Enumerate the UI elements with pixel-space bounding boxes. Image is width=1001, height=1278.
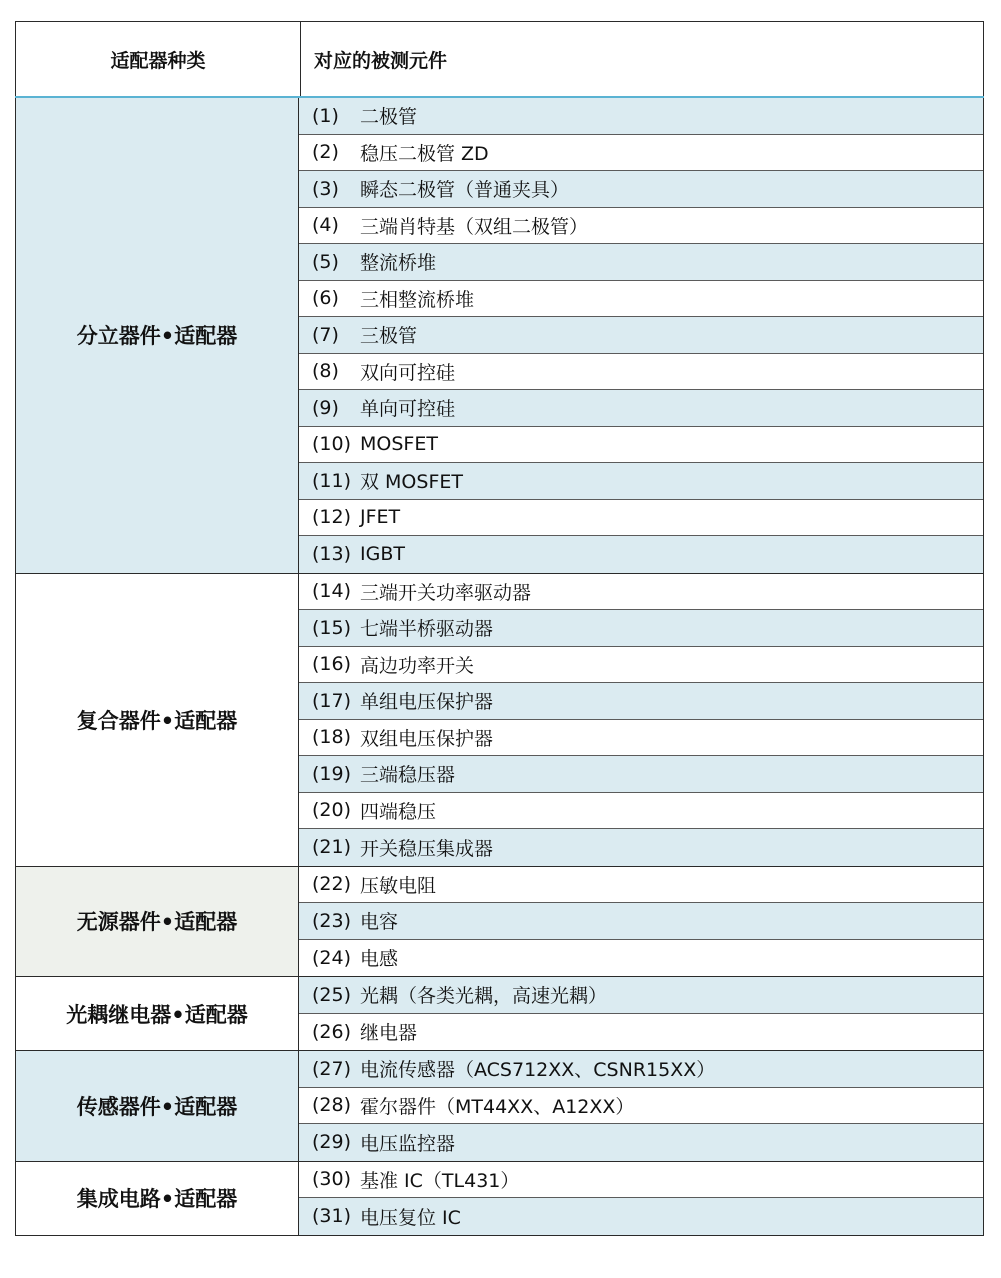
list-item — [299, 463, 983, 500]
item-label: 高边功率开关 — [360, 654, 475, 677]
list-item — [299, 317, 983, 354]
list-item — [299, 1162, 983, 1199]
item-number: (7) — [312, 323, 339, 346]
item-number: (26) — [312, 1020, 352, 1043]
item-number: (25) — [312, 983, 352, 1006]
group-name: 无源器件•适配器 — [15, 867, 299, 977]
list-item — [299, 940, 983, 977]
list-item — [299, 281, 983, 318]
item-label: 双 MOSFET — [360, 471, 463, 494]
list-item — [299, 500, 983, 537]
item-number: (4) — [312, 214, 339, 237]
item-number: (18) — [312, 726, 352, 749]
item-number: (24) — [312, 946, 352, 969]
group-name: 复合器件•适配器 — [15, 574, 299, 866]
header-component: 对应的被测元件 — [301, 22, 984, 96]
item-number: (30) — [312, 1168, 352, 1191]
item-label: 电流传感器（ACS712XX、CSNR15XX） — [360, 1059, 716, 1082]
header-adapter-type: 适配器种类 — [15, 22, 301, 96]
list-item — [299, 390, 983, 427]
item-number: (5) — [312, 250, 339, 273]
item-label: MOSFET — [360, 433, 438, 456]
adapter-table — [15, 21, 984, 1236]
list-item — [299, 720, 983, 757]
adapter-group — [15, 867, 984, 978]
list-item — [299, 1051, 983, 1088]
item-number: (15) — [312, 616, 352, 639]
item-label: 压敏电阻 — [360, 874, 437, 897]
item-number: (6) — [312, 287, 339, 310]
table-body — [15, 98, 984, 1236]
item-number: (3) — [312, 177, 339, 200]
item-number: (2) — [312, 141, 339, 164]
item-label: 瞬态二极管（普通夹具） — [360, 179, 570, 202]
list-item — [299, 1014, 983, 1051]
item-label: 三端肖特基（双组二极管） — [360, 215, 589, 238]
group-items — [299, 1051, 984, 1161]
item-label: 电容 — [360, 911, 399, 934]
item-label: 开关稳压集成器 — [360, 837, 494, 860]
item-number: (10) — [312, 433, 352, 456]
item-number: (16) — [312, 653, 352, 676]
list-item — [299, 171, 983, 208]
list-item — [299, 244, 983, 281]
item-label: 三相整流桥堆 — [360, 288, 475, 311]
item-label: 三端稳压器 — [360, 764, 456, 787]
group-items — [299, 977, 984, 1050]
list-item — [299, 683, 983, 720]
list-item — [299, 647, 983, 684]
item-label: 双组电压保护器 — [360, 727, 494, 750]
item-label: 电压复位 IC — [360, 1206, 461, 1229]
group-name: 传感器件•适配器 — [15, 1051, 299, 1161]
adapter-group — [15, 977, 984, 1051]
list-item — [299, 1198, 983, 1235]
list-item — [299, 829, 983, 866]
table-header-row — [15, 21, 984, 98]
item-label: 继电器 — [360, 1022, 418, 1045]
list-item — [299, 903, 983, 940]
item-number: (28) — [312, 1094, 352, 1117]
group-items — [299, 574, 984, 866]
item-number: (21) — [312, 836, 352, 859]
adapter-group — [15, 574, 984, 867]
list-item — [299, 756, 983, 793]
group-name: 光耦继电器•适配器 — [15, 977, 299, 1050]
list-item — [299, 208, 983, 245]
list-item — [299, 977, 983, 1014]
item-number: (20) — [312, 799, 352, 822]
item-label: 单向可控硅 — [360, 398, 456, 421]
item-label: 基准 IC（TL431） — [360, 1169, 520, 1192]
item-label: IGBT — [360, 543, 405, 566]
item-number: (17) — [312, 689, 352, 712]
group-items — [299, 1162, 984, 1235]
item-label: 光耦（各类光耦，高速光耦） — [360, 985, 608, 1008]
item-label: 四端稳压 — [360, 800, 437, 823]
item-label: 单组电压保护器 — [360, 691, 494, 714]
item-label: 稳压二极管 ZD — [360, 142, 489, 165]
item-label: 电压监控器 — [360, 1132, 456, 1155]
item-number: (13) — [312, 543, 352, 566]
group-items — [299, 867, 984, 977]
item-number: (1) — [312, 104, 339, 127]
item-number: (27) — [312, 1057, 352, 1080]
list-item — [299, 354, 983, 391]
adapter-group — [15, 98, 984, 574]
list-item — [299, 1088, 983, 1125]
item-label: 三极管 — [360, 325, 418, 348]
item-number: (12) — [312, 506, 352, 529]
adapter-group — [15, 1162, 984, 1236]
item-label: 三端开关功率驱动器 — [360, 581, 532, 604]
list-item — [299, 610, 983, 647]
item-label: 整流桥堆 — [360, 252, 437, 275]
item-number: (8) — [312, 360, 339, 383]
item-number: (19) — [312, 762, 352, 785]
item-label: 电感 — [360, 948, 399, 971]
list-item — [299, 574, 983, 611]
item-number: (31) — [312, 1205, 352, 1228]
item-label: 七端半桥驱动器 — [360, 618, 494, 641]
adapter-group — [15, 1051, 984, 1162]
item-label: 二极管 — [360, 106, 418, 129]
group-items — [299, 98, 984, 573]
item-number: (14) — [312, 580, 352, 603]
item-number: (9) — [312, 396, 339, 419]
group-name: 集成电路•适配器 — [15, 1162, 299, 1235]
list-item — [299, 1124, 983, 1161]
list-item — [299, 98, 983, 135]
item-label: 双向可控硅 — [360, 361, 456, 384]
item-number: (11) — [312, 469, 352, 492]
item-label: 霍尔器件（MT44XX、A12XX） — [360, 1095, 635, 1118]
group-name: 分立器件•适配器 — [15, 98, 299, 573]
item-number: (29) — [312, 1131, 352, 1154]
item-label: JFET — [360, 506, 401, 529]
item-number: (22) — [312, 873, 352, 896]
list-item — [299, 793, 983, 830]
list-item — [299, 536, 983, 573]
list-item — [299, 135, 983, 172]
list-item — [299, 427, 983, 464]
item-number: (23) — [312, 909, 352, 932]
list-item — [299, 867, 983, 904]
